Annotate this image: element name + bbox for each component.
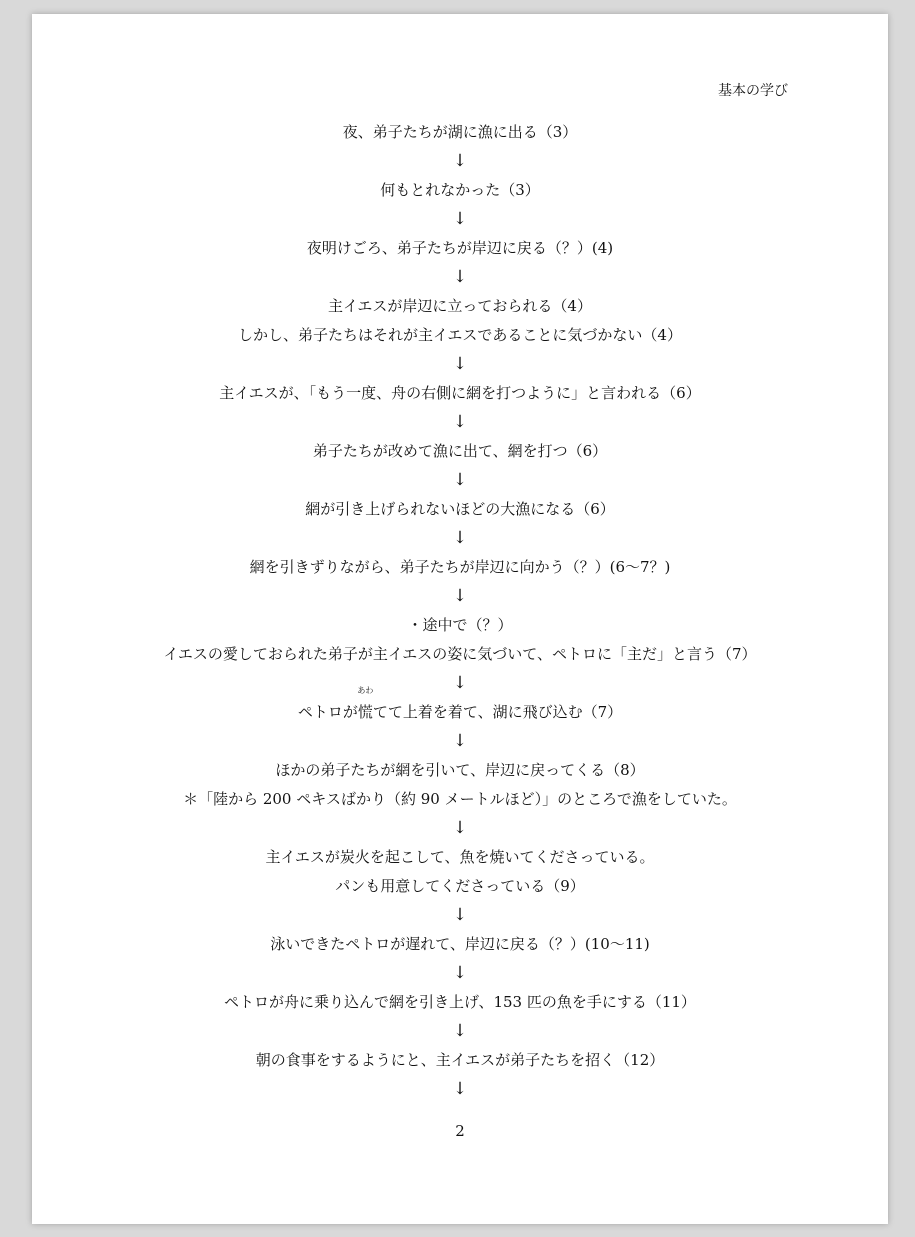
down-arrow-icon: ↓ — [452, 151, 468, 171]
page-number: 2 — [455, 1122, 465, 1140]
flow-step: 主イエスが岸辺に立っておられる（4） — [328, 297, 592, 315]
flow-step: ペトロが舟に乗り込んで網を引き上げ、153 匹の魚を手にする（11） — [224, 993, 696, 1011]
flow-step: 夜、弟子たちが湖に漁に出る（3） — [342, 123, 578, 141]
down-arrow-icon: ↓ — [452, 209, 468, 229]
down-arrow-icon: ↓ — [452, 1079, 468, 1099]
flow-step: ほかの弟子たちが網を引いて、岸辺に戻ってくる（8） — [275, 761, 645, 779]
flow-step: しかし、弟子たちはそれが主イエスであることに気づかない（4） — [238, 326, 682, 344]
flow-step: 主イエスが、「もう一度、舟の右側に網を打つように」と言われる（6） — [219, 384, 701, 402]
flow-step: 夜明けごろ、弟子たちが岸辺に戻る（？）(4) — [306, 239, 614, 257]
down-arrow-icon: ↓ — [452, 528, 468, 548]
flow-step: 泳いできたペトロが遅れて、岸辺に戻る（？）(10〜11) — [270, 935, 650, 953]
flow-step: イエスの愛しておられた弟子が主イエスの姿に気づいて、ペトロに「主だ」と言う（7） — [163, 645, 757, 663]
flow-step: 網が引き上げられないほどの大漁になる（6） — [305, 500, 615, 518]
down-arrow-icon: ↓ — [452, 818, 468, 838]
down-arrow-icon: ↓ — [452, 963, 468, 983]
page-header: 基本の学び — [718, 83, 788, 99]
flow-step: 網を引きずりながら、弟子たちが岸辺に向かう（？）(6〜7？) — [249, 558, 671, 576]
story-flow — [32, 118, 888, 1104]
flow-step: 何もとれなかった（3） — [380, 181, 540, 199]
flow-note: ＊「陸から 200 ペキスばかり（約 90 メートルほど）」のところで漁をしていた。 — [183, 790, 737, 808]
down-arrow-icon: ↓ — [452, 586, 468, 606]
flow-step: 朝の食事をするようにと、主イエスが弟子たちを招く（12） — [255, 1051, 665, 1069]
flow-step: 弟子たちが改めて漁に出て、網を打つ（6） — [312, 442, 608, 460]
flow-step: パンも用意してくださっている（9） — [335, 877, 585, 895]
down-arrow-icon: ↓ — [452, 1021, 468, 1041]
down-arrow-icon: ↓ — [452, 905, 468, 925]
kanji: 慌 — [357, 703, 373, 721]
down-arrow-icon: ↓ — [452, 267, 468, 287]
flow-step: 主イエスが炭火を起こして、魚を焼いてくださっている。 — [265, 848, 655, 866]
document-page — [32, 14, 888, 1224]
down-arrow-icon: ↓ — [452, 470, 468, 490]
down-arrow-icon: ↓ — [452, 412, 468, 432]
step-text-after: てて上着を着て、湖に飛び込む（7） — [372, 703, 623, 721]
furigana: あわ — [357, 686, 374, 695]
flow-step: ・途中で（？） — [407, 616, 513, 634]
down-arrow-icon: ↓ — [452, 673, 468, 693]
ruby-annotated-kanji — [357, 686, 374, 727]
step-text-before: ペトロが — [297, 703, 358, 721]
down-arrow-icon: ↓ — [452, 731, 468, 751]
flow-step — [32, 686, 888, 727]
down-arrow-icon: ↓ — [452, 354, 468, 374]
